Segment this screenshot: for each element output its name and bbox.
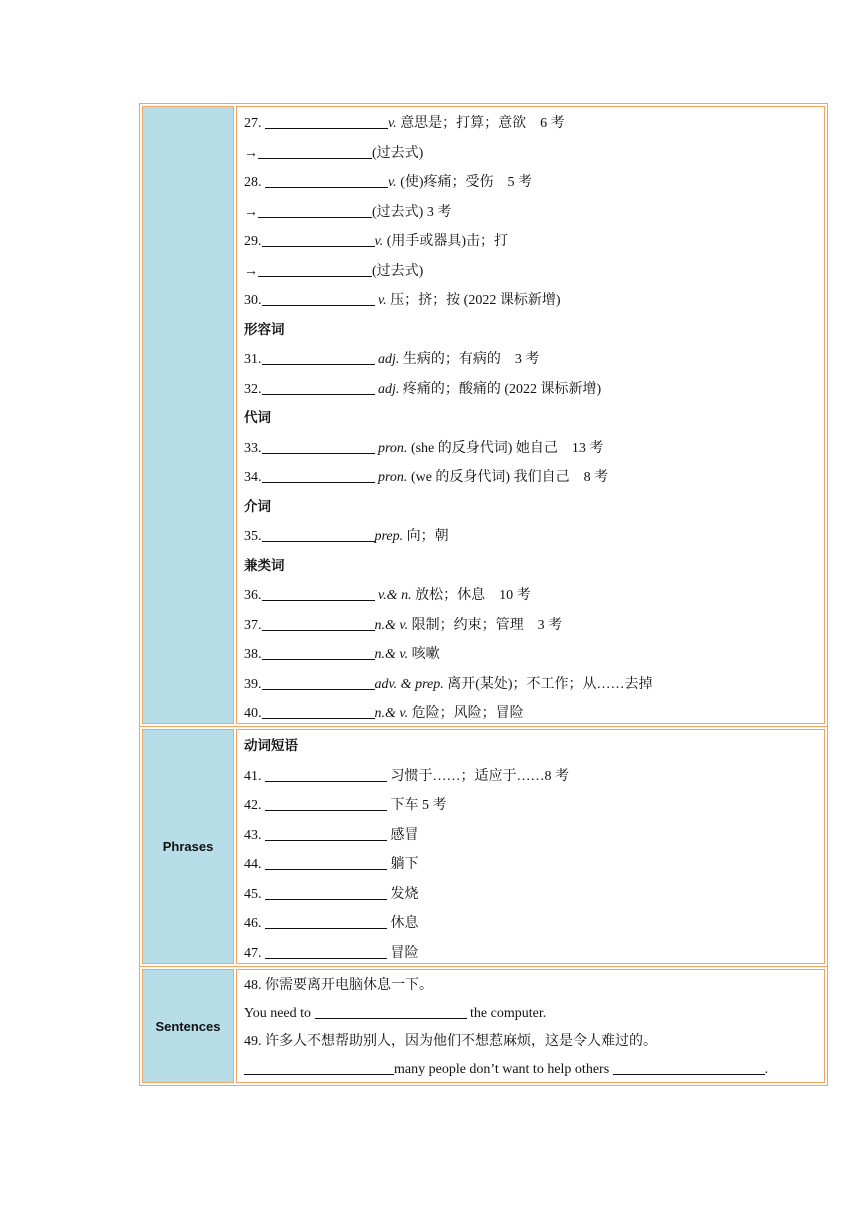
- list-item: [244, 880, 824, 910]
- part-of-speech: adv. & prep.: [374, 676, 444, 692]
- item-number: 37.: [244, 617, 262, 633]
- item-number: 47.: [244, 945, 265, 961]
- item-number: 30.: [244, 293, 262, 308]
- item-meaning: 发烧: [387, 886, 419, 902]
- item-meaning: (过去式): [372, 263, 424, 279]
- item-meaning: 下车 5 考: [387, 798, 447, 813]
- part-of-speech: v.: [374, 293, 387, 308]
- sentence-middle: many people don’t want to help others: [394, 1062, 613, 1077]
- answer-blank: [262, 671, 375, 690]
- list-item: [244, 168, 824, 198]
- item-meaning: 离开(某处)；不工作；从……去掉: [443, 676, 653, 692]
- category-heading: [244, 732, 824, 762]
- part-of-speech: prep.: [374, 529, 404, 544]
- answer-blank: [262, 228, 375, 247]
- sentence-end: the computer.: [466, 1006, 547, 1021]
- item-meaning: 咳嗽: [408, 647, 440, 662]
- line-text: 介词: [244, 498, 271, 515]
- part-of-speech: v.: [388, 116, 397, 131]
- line-text: 动词短语: [244, 738, 298, 754]
- answer-blank: [265, 763, 387, 782]
- list-item: [244, 1028, 824, 1056]
- row-label-sentences: Sentences: [142, 969, 234, 1083]
- item-number: 29.: [244, 234, 262, 249]
- phrases-content: [236, 729, 825, 964]
- item-number: →: [244, 145, 258, 161]
- list-item: [244, 345, 824, 375]
- row-phrases: [140, 727, 827, 967]
- sentence-start: You need to: [244, 1006, 315, 1021]
- item-number: →: [244, 263, 258, 279]
- item-meaning: 生病的；有病的 3 考: [399, 352, 540, 367]
- list-item: [244, 581, 824, 611]
- item-meaning: (we 的反身代词) 我们自己 8 考: [407, 470, 609, 485]
- part-of-speech: n.& v.: [374, 706, 409, 721]
- answer-blank: [262, 376, 375, 395]
- item-meaning: 疼痛的；酸痛的 (2022 课标新增): [399, 381, 602, 397]
- item-meaning: 危险；风险；冒险: [408, 706, 524, 721]
- answer-blank: [262, 464, 375, 483]
- item-meaning: 躺下: [387, 857, 419, 872]
- category-heading: [244, 316, 824, 346]
- list-item: [244, 670, 824, 700]
- item-meaning: (使)疼痛；受伤 5 考: [396, 175, 533, 190]
- answer-blank: [262, 700, 375, 719]
- list-item: [244, 699, 824, 729]
- list-item: [244, 286, 824, 316]
- item-number: →: [244, 204, 258, 220]
- item-number: 34.: [244, 470, 262, 485]
- list-item: [244, 198, 824, 228]
- item-number: 39.: [244, 676, 262, 692]
- answer-blank: [262, 641, 375, 660]
- list-item: [244, 909, 824, 939]
- answer-blank: [258, 199, 372, 218]
- answer-blank: [262, 612, 375, 631]
- item-number: 32.: [244, 381, 262, 397]
- list-item: [244, 972, 824, 1000]
- answer-blank: [262, 346, 375, 365]
- item-number: 46.: [244, 916, 265, 931]
- category-heading: [244, 404, 824, 434]
- list-item: [244, 109, 824, 139]
- item-number: 44.: [244, 857, 265, 872]
- list-item: [244, 227, 824, 257]
- item-meaning: 习惯于……；适应于……8 考: [387, 768, 569, 784]
- list-item: [244, 257, 824, 287]
- part-of-speech: pron.: [374, 470, 408, 485]
- item-number: 31.: [244, 352, 262, 367]
- answer-blank: [258, 140, 372, 159]
- list-item: [244, 463, 824, 493]
- part-of-speech: adj.: [374, 381, 400, 397]
- row-label-words: [142, 106, 234, 724]
- list-item: [244, 611, 824, 641]
- item-meaning: (she 的反身代词) 她自己 13 考: [407, 440, 604, 456]
- answer-blank: [258, 258, 372, 277]
- answer-blank: [262, 582, 375, 601]
- list-item: [244, 939, 824, 969]
- part-of-speech: n.& v.: [374, 647, 409, 662]
- category-heading: [244, 552, 824, 582]
- list-item: [244, 791, 824, 821]
- row-label-phrases: Phrases: [142, 729, 234, 964]
- answer-blank: [265, 169, 388, 188]
- item-meaning: 休息: [387, 916, 419, 931]
- part-of-speech: pron.: [374, 440, 408, 456]
- item-number: 38.: [244, 647, 262, 662]
- part-of-speech: n.& v.: [374, 617, 409, 633]
- answer-blank: [613, 1056, 765, 1075]
- list-item: [244, 850, 824, 880]
- answer-blank: [265, 792, 387, 811]
- part-of-speech: v.: [374, 234, 384, 249]
- line-text: 48. 你需要离开电脑休息一下。: [244, 978, 433, 993]
- item-number: 40.: [244, 706, 262, 721]
- answer-blank: [244, 1056, 394, 1075]
- item-number: 43.: [244, 827, 265, 843]
- list-item: [244, 640, 824, 670]
- item-number: 27.: [244, 116, 265, 131]
- item-meaning: (过去式): [372, 145, 424, 161]
- part-of-speech: v.: [388, 175, 397, 190]
- answer-blank: [265, 881, 387, 900]
- list-item: [244, 522, 824, 552]
- item-meaning: (过去式) 3 考: [372, 204, 452, 220]
- answer-blank: [262, 287, 375, 306]
- item-number: 35.: [244, 529, 262, 544]
- item-number: 33.: [244, 440, 262, 456]
- item-meaning: 意思是；打算；意欲 6 考: [396, 116, 565, 131]
- answer-blank: [262, 435, 375, 454]
- answer-blank: [315, 1000, 467, 1019]
- line-text: 兼类词: [244, 557, 285, 574]
- item-number: 41.: [244, 768, 265, 784]
- answer-blank: [265, 851, 387, 870]
- item-meaning: 限制；约束；管理 3 考: [408, 617, 563, 633]
- list-item: [244, 1000, 824, 1028]
- list-item: [244, 139, 824, 169]
- list-item: [244, 821, 824, 851]
- part-of-speech: adj.: [374, 352, 400, 367]
- answer-blank: [265, 910, 387, 929]
- answer-blank: [262, 523, 375, 542]
- item-meaning: 感冒: [387, 827, 419, 843]
- list-item: [244, 375, 824, 405]
- line-text: 形容词: [244, 321, 285, 338]
- item-meaning: 压；挤；按 (2022 课标新增): [386, 293, 561, 308]
- line-text: 49. 许多人不想帮助别人，因为他们不想惹麻烦，这是令人难过的。: [244, 1034, 657, 1049]
- list-item: [244, 762, 824, 792]
- item-meaning: 放松；休息 10 考: [411, 588, 531, 603]
- item-meaning: 向；朝: [403, 529, 449, 544]
- line-text: 代词: [244, 410, 271, 426]
- item-number: 45.: [244, 886, 265, 902]
- category-heading: [244, 493, 824, 523]
- answer-blank: [265, 110, 388, 129]
- row-words: [140, 104, 827, 727]
- sentence-end: .: [764, 1062, 769, 1077]
- vocabulary-table: [139, 103, 828, 1086]
- list-item: [244, 434, 824, 464]
- answer-blank: [265, 940, 387, 959]
- item-number: 28.: [244, 175, 265, 190]
- answer-blank: [265, 822, 387, 841]
- part-of-speech: v.& n.: [374, 588, 412, 603]
- item-number: 42.: [244, 798, 265, 813]
- list-item: [244, 1056, 824, 1084]
- words-content: [236, 106, 825, 724]
- item-number: 36.: [244, 588, 262, 603]
- item-meaning: 冒险: [387, 945, 419, 961]
- item-meaning: (用手或器具)击；打: [383, 234, 509, 249]
- sentences-content: [236, 969, 825, 1083]
- row-sentences: [140, 967, 827, 1085]
